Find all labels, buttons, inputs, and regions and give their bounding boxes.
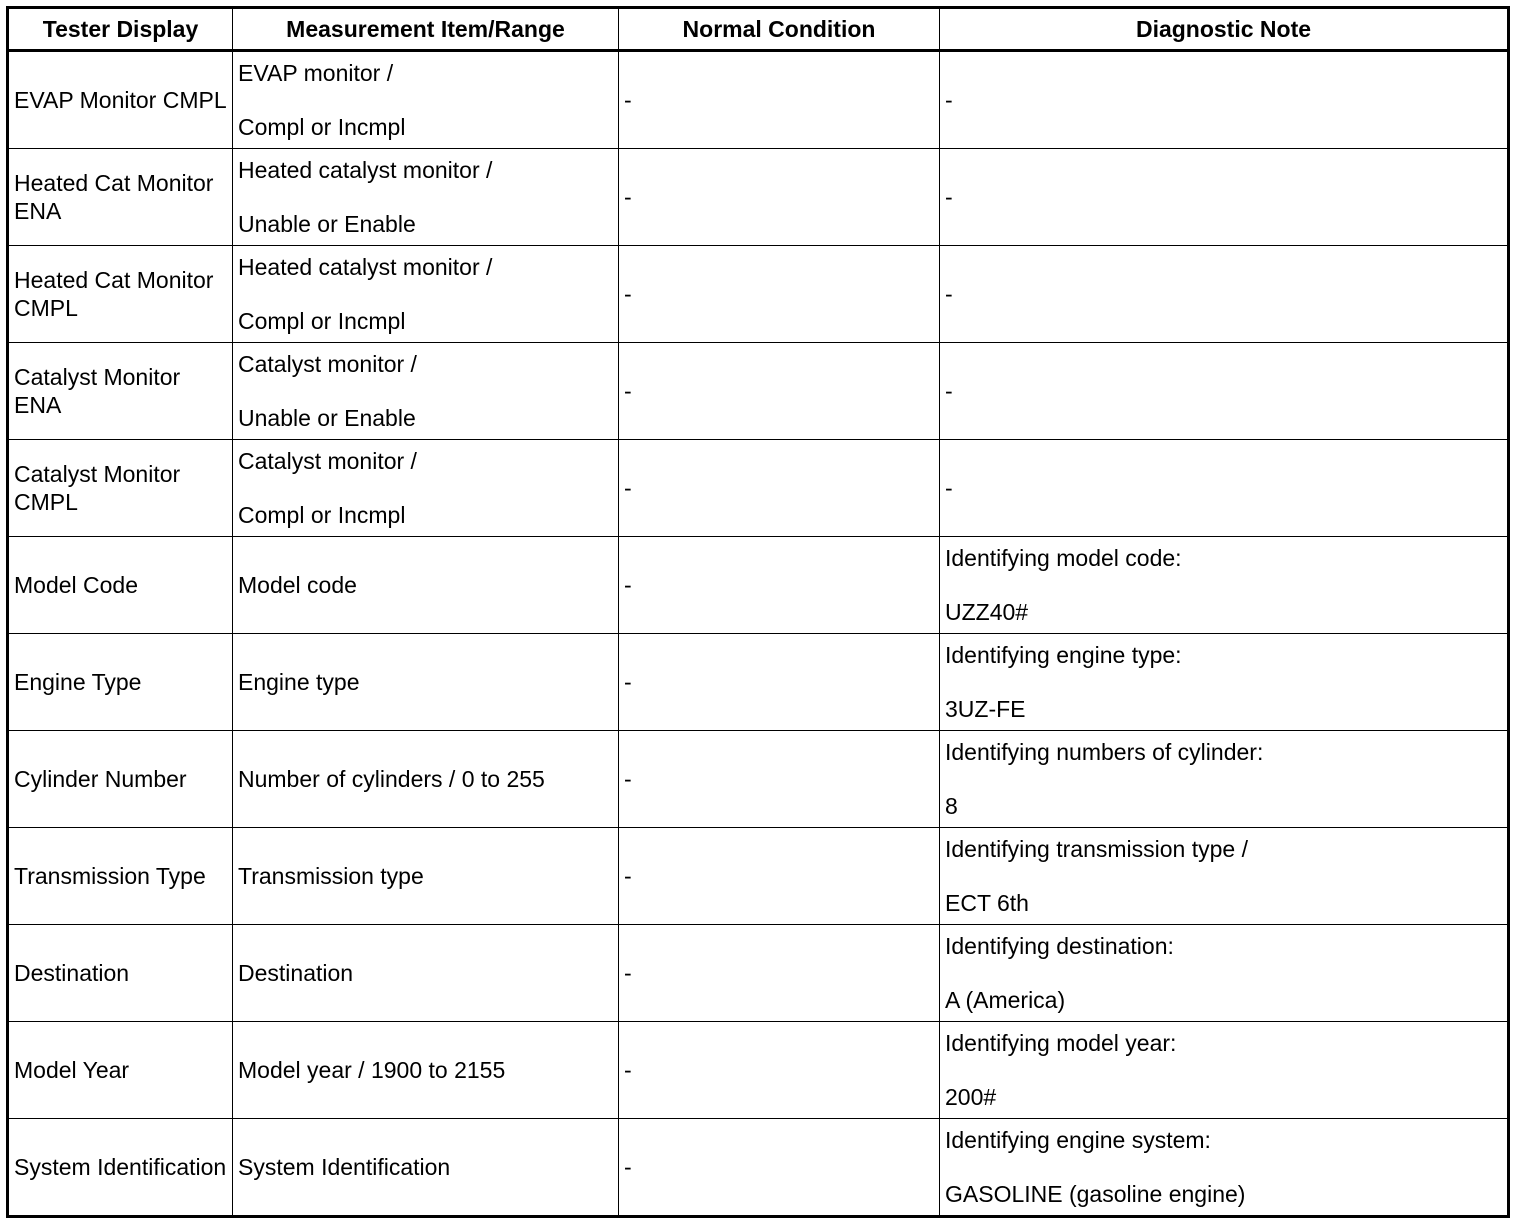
table-row: [8, 827, 1509, 924]
cell-diagnostic-note-line: A (America): [945, 986, 1066, 1013]
cell-normal-condition: -: [619, 149, 940, 246]
cell-measurement-item: Number of cylinders / 0 to 255: [233, 730, 619, 827]
cell-normal-condition: -: [619, 1021, 940, 1118]
cell-diagnostic-note: [940, 633, 1509, 730]
cell-measurement-item: Model year / 1900 to 2155: [233, 1021, 619, 1118]
cell-measurement-item-line: Catalyst monitor /: [238, 350, 417, 377]
cell-measurement-item: Destination: [233, 924, 619, 1021]
cell-diagnostic-note-line: Identifying transmission type /: [945, 835, 1248, 862]
cell-measurement-item-line: Heated catalyst monitor /: [238, 253, 493, 280]
cell-diagnostic-note-line: Identifying engine type:: [945, 641, 1182, 668]
cell-tester-display: Catalyst Monitor CMPL: [8, 439, 233, 536]
cell-normal-condition: -: [619, 245, 940, 342]
cell-measurement-item-line: Catalyst monitor /: [238, 447, 417, 474]
table-row: [8, 730, 1509, 827]
cell-tester-display: Destination: [8, 924, 233, 1021]
table-row: [8, 633, 1509, 730]
cell-normal-condition: -: [619, 1118, 940, 1216]
header-diagnostic-note: Diagnostic Note: [940, 8, 1509, 51]
cell-measurement-item-line: EVAP monitor /: [238, 60, 394, 86]
cell-measurement-item: System Identification: [233, 1118, 619, 1216]
table-row: [8, 51, 1509, 149]
cell-measurement-item: [233, 149, 619, 246]
cell-measurement-item: [233, 51, 619, 149]
cell-normal-condition: -: [619, 924, 940, 1021]
table-row: [8, 924, 1509, 1021]
table-row: [8, 1118, 1509, 1216]
cell-diagnostic-note-line: Identifying destination:: [945, 932, 1174, 959]
cell-tester-display: Model Code: [8, 536, 233, 633]
cell-tester-display: EVAP Monitor CMPL: [8, 51, 233, 149]
cell-measurement-item-line: Compl or Incmpl: [238, 114, 406, 140]
header-measurement-item: Measurement Item/Range: [233, 8, 619, 51]
cell-measurement-item: [233, 245, 619, 342]
cell-measurement-item-line: Unable or Enable: [238, 210, 416, 237]
table-body: [8, 51, 1509, 1217]
cell-diagnostic-note: [940, 827, 1509, 924]
cell-normal-condition: -: [619, 730, 940, 827]
cell-diagnostic-note-line: Identifying model code:: [945, 544, 1182, 571]
cell-diagnostic-note-line: UZZ40#: [945, 598, 1029, 625]
cell-diagnostic-note-line: Identifying numbers of cylinder:: [945, 738, 1264, 765]
cell-diagnostic-note-line: 8: [945, 792, 958, 819]
cell-measurement-item-line: Compl or Incmpl: [238, 501, 406, 528]
cell-diagnostic-note: -: [940, 149, 1509, 246]
cell-diagnostic-note: [940, 730, 1509, 827]
cell-diagnostic-note: [940, 1021, 1509, 1118]
cell-diagnostic-note: -: [940, 245, 1509, 342]
cell-diagnostic-note-line: 200#: [945, 1083, 997, 1110]
cell-diagnostic-note-line: ECT 6th: [945, 889, 1029, 916]
cell-measurement-item-line: Compl or Incmpl: [238, 307, 406, 334]
cell-measurement-item-line: Heated catalyst monitor /: [238, 156, 493, 183]
header-normal-condition: Normal Condition: [619, 8, 940, 51]
cell-measurement-item: Transmission type: [233, 827, 619, 924]
cell-diagnostic-note: [940, 536, 1509, 633]
table-row: [8, 439, 1509, 536]
cell-diagnostic-note: -: [940, 342, 1509, 439]
cell-diagnostic-note: [940, 924, 1509, 1021]
cell-tester-display: System Identification: [8, 1118, 233, 1216]
cell-diagnostic-note-line: GASOLINE (gasoline engine): [945, 1180, 1246, 1207]
cell-tester-display: Engine Type: [8, 633, 233, 730]
table-row: [8, 342, 1509, 439]
cell-measurement-item: Model code: [233, 536, 619, 633]
table-row: [8, 536, 1509, 633]
table-row: [8, 149, 1509, 246]
data-list-table: [6, 6, 1510, 1218]
cell-tester-display: Transmission Type: [8, 827, 233, 924]
cell-measurement-item: [233, 342, 619, 439]
cell-normal-condition: -: [619, 342, 940, 439]
cell-measurement-item-line: Unable or Enable: [238, 404, 416, 431]
table-row: [8, 1021, 1509, 1118]
cell-tester-display: Heated Cat Monitor ENA: [8, 149, 233, 246]
cell-normal-condition: -: [619, 827, 940, 924]
header-row: [8, 8, 1509, 51]
header-tester-display: Tester Display: [8, 8, 233, 51]
cell-tester-display: Heated Cat Monitor CMPL: [8, 245, 233, 342]
cell-diagnostic-note: -: [940, 439, 1509, 536]
cell-measurement-item: [233, 439, 619, 536]
table-row: [8, 245, 1509, 342]
cell-normal-condition: -: [619, 536, 940, 633]
cell-tester-display: Catalyst Monitor ENA: [8, 342, 233, 439]
cell-normal-condition: -: [619, 439, 940, 536]
cell-normal-condition: -: [619, 51, 940, 149]
cell-diagnostic-note-line: Identifying model year:: [945, 1029, 1177, 1056]
cell-tester-display: Cylinder Number: [8, 730, 233, 827]
cell-tester-display: Model Year: [8, 1021, 233, 1118]
cell-diagnostic-note: [940, 1118, 1509, 1216]
cell-diagnostic-note-line: Identifying engine system:: [945, 1126, 1211, 1153]
cell-diagnostic-note-line: 3UZ-FE: [945, 695, 1026, 722]
cell-diagnostic-note: -: [940, 51, 1509, 149]
cell-normal-condition: -: [619, 633, 940, 730]
cell-measurement-item: Engine type: [233, 633, 619, 730]
